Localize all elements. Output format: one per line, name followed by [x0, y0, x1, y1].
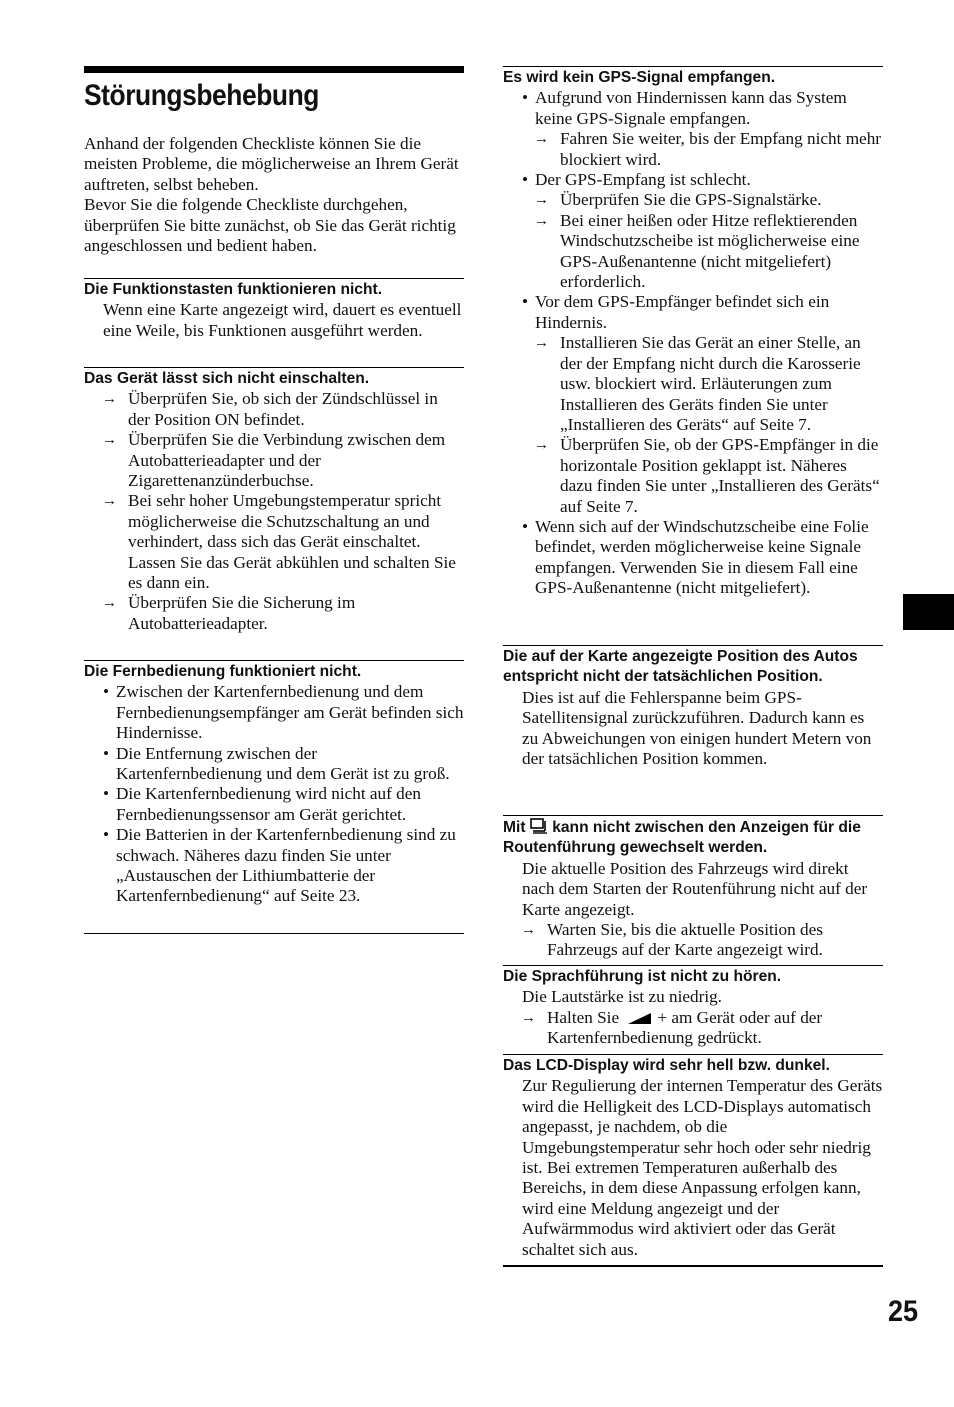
arrow-icon: → [534, 131, 549, 148]
arrow-icon: → [102, 432, 117, 449]
bullet-icon: • [103, 825, 110, 845]
bullet-icon: • [103, 784, 110, 804]
cause-text: Aufgrund von Hindernissen kann das System keine GPS-Signale empfangen. [535, 88, 847, 128]
remedy-text: Fahren Sie weiter, bis der Empfang nicht mehr blockiert wird. [560, 129, 882, 169]
section-gps-signal [503, 66, 883, 599]
remedy-item [503, 190, 883, 210]
remedy-item [84, 491, 464, 593]
remedy-text: Installieren Sie das Gerät an einer Stelle, an der der Empfang nicht durch die Karosserie usw. blockiert wird. Erläuterungen zum Installieren des Geräts finden Sie unter „Installieren des Geräts“ auf Seite 7. [560, 333, 861, 434]
right-column-end-rule [503, 1265, 883, 1267]
cause-text: Die Batterien in der Kartenfernbedienung sind zu schwach. Näheres dazu finden Sie unter „Austauschen der Lithiumbatterie der Kartenfernbedienung“ auf Seite 23. [116, 825, 456, 906]
remedy-item [84, 430, 464, 491]
remedy-pre: Halten Sie [547, 1007, 620, 1027]
arrow-icon: → [102, 493, 117, 510]
arrow-icon: → [521, 1009, 536, 1026]
remedy-item [84, 593, 464, 634]
section-heading: Die Funktionstasten funktionieren nicht. [84, 281, 383, 298]
section-text: Wenn eine Karte angezeigt wird, dauert es eventuell eine Weile, bis Funktionen ausgeführt werden. [103, 300, 462, 340]
section-heading: Es wird kein GPS-Signal empfangen. [503, 69, 776, 86]
arrow-icon: → [534, 335, 549, 352]
arrow-icon: → [102, 595, 117, 612]
arrow-icon: → [534, 192, 549, 209]
remedy-item [503, 435, 883, 517]
section-text: Dies ist auf die Fehlerspanne beim GPS-Satellitensignal zurückzuführen. Dadurch kann es zu Abweichungen von einigen hundert Metern von der tatsächlichen Position kommen. [522, 687, 872, 769]
cause-item [503, 517, 883, 599]
title-bar [84, 66, 464, 73]
remedy-post: + am Gerät oder auf der Kartenfernbedienung gedrückt. [547, 1007, 823, 1048]
section-text: Die aktuelle Position des Fahrzeugs wird direkt nach dem Starten der Routenführung nicht auf der Karte angezeigt. [522, 858, 868, 919]
cause-text: Wenn sich auf der Windschutzscheibe eine Folie befindet, werden möglicherweise keine Signale empfangen. Verwenden Sie in diesem Fall eine GPS-Außenantenne (nicht mitgeliefert). [535, 516, 869, 598]
section-function-keys [84, 278, 464, 341]
intro-paragraph-2: Bevor Sie die folgende Checkliste durchgehen, überprüfen Sie bitte zunächst, ob Sie das Gerät richtig angeschlossen und bedient haben. [84, 195, 456, 256]
cause-text: Die Kartenfernbedienung wird nicht auf den Fernbedienungssensor am Gerät gerichtet. [116, 784, 421, 824]
cause-text: Zwischen der Kartenfernbedienung und dem Fernbedienungsempfänger am Gerät befinden sich Hindernisse. [116, 682, 464, 743]
cause-item [503, 292, 883, 333]
bullet-icon: • [103, 743, 110, 763]
remedy-text: Überprüfen Sie, ob sich der Zündschlüssel in der Position ON befindet. [128, 389, 438, 429]
section-text: Die Lautstärke ist zu niedrig. [522, 987, 722, 1007]
remedy-text: Bei einer heißen oder Hitze reflektierenden Windschutzscheibe ist möglicherweise eine GPS-Außenantenne (nicht mitgeliefert) erforderlich. [560, 210, 860, 292]
remedy-text: Bei sehr hoher Umgebungstemperatur spricht möglicherweise die Schutzschaltung an und verhindert, dass sich das Gerät einschaltet. Lassen Sie das Gerät abkühlen und schalten Sie es dann ein. [128, 491, 456, 593]
heading-post: kann nicht zwischen den Anzeigen für die Routenführung gewechselt werden. [503, 819, 861, 857]
section-heading: Das Gerät lässt sich nicht einschalten. [84, 370, 370, 387]
cause-text: Der GPS-Empfang ist schlecht. [535, 170, 751, 190]
bullet-icon: • [522, 88, 529, 108]
section-route-display [503, 815, 883, 961]
arrow-icon: → [534, 437, 549, 454]
section-lcd-brightness [503, 1054, 883, 1260]
display-mode-icon [530, 817, 548, 834]
page-number: 25 [888, 1295, 919, 1328]
bullet-icon: • [103, 682, 110, 702]
arrow-icon: → [521, 922, 536, 939]
volume-ramp-icon [627, 1012, 653, 1025]
section-heading: Die Sprachführung ist nicht zu hören. [503, 968, 782, 985]
section-heading [503, 816, 883, 859]
remedy-text: Warten Sie, bis die aktuelle Position des Fahrzeugs auf der Karte angezeigt wird. [547, 920, 823, 960]
section-text: Zur Regulierung der internen Temperatur des Geräts wird die Helligkeit des LCD-Displays automatisch angepasst, je nachdem, ob die Umgebungstemperatur sehr hoch oder sehr niedrig ist. Bei extremen Temperaturen außerhalb des Bereichs, in dem diese Anpassung erfolgen kann, wird eine Meldung angezeigt und der Aufwärmmodus wird aktiviert oder das Gerät schaltet sich aus. [522, 1076, 883, 1259]
cause-text: Vor dem GPS-Empfänger befindet sich ein Hindernis. [535, 292, 830, 332]
remedy-text: Überprüfen Sie die Verbindung zwischen dem Autobatterieadapter und der Zigarettenanzünderbuchse. [128, 430, 446, 491]
remedy-item [503, 129, 883, 170]
section-power-on [84, 367, 464, 634]
cause-item [84, 784, 464, 825]
section-voice-guidance [503, 965, 883, 1049]
cause-item [84, 825, 464, 907]
intro-paragraph-1: Anhand der folgenden Checkliste können Sie die meisten Probleme, die möglicherweise an Ihrem Gerät auftreten, selbst beheben. [84, 134, 459, 194]
left-column-end-rule [84, 933, 464, 934]
section-thumb-tab [903, 594, 954, 630]
remedy-item [503, 333, 883, 435]
section-heading: Die auf der Karte angezeigte Position des Autos entspricht nicht der tatsächlichen Position. [503, 648, 858, 686]
remedy-text: Überprüfen Sie, ob der GPS-Empfänger in die horizontale Position geklappt ist. Näheres dazu finden Sie unter „Installieren des Geräts“ auf Seite 7. [560, 435, 880, 516]
heading-pre: Mit [503, 819, 526, 836]
remedy-text: Überprüfen Sie die GPS-Signalstärke. [560, 190, 822, 210]
section-remote-control [84, 660, 464, 907]
arrow-icon: → [534, 212, 549, 229]
bullet-icon: • [522, 292, 529, 312]
arrow-icon: → [102, 391, 117, 408]
remedy-item [503, 211, 883, 293]
cause-item [503, 88, 883, 129]
remedy-item [503, 1008, 883, 1049]
section-heading: Die Fernbedienung funktioniert nicht. [84, 663, 362, 680]
section-position-mismatch [503, 645, 883, 769]
cause-item [503, 170, 883, 190]
remedy-item [503, 920, 883, 961]
page-title: Störungsbehebung [84, 79, 319, 112]
section-heading: Das LCD-Display wird sehr hell bzw. dunkel. [503, 1057, 830, 1074]
intro [84, 134, 464, 256]
cause-text: Die Entfernung zwischen der Kartenfernbedienung und dem Gerät ist zu groß. [116, 743, 450, 784]
cause-item [84, 682, 464, 743]
bullet-icon: • [522, 516, 529, 536]
remedy-text: Überprüfen Sie die Sicherung im Autobatterieadapter. [128, 593, 356, 633]
cause-item [84, 744, 464, 785]
bullet-icon: • [522, 170, 529, 190]
remedy-item [84, 389, 464, 430]
